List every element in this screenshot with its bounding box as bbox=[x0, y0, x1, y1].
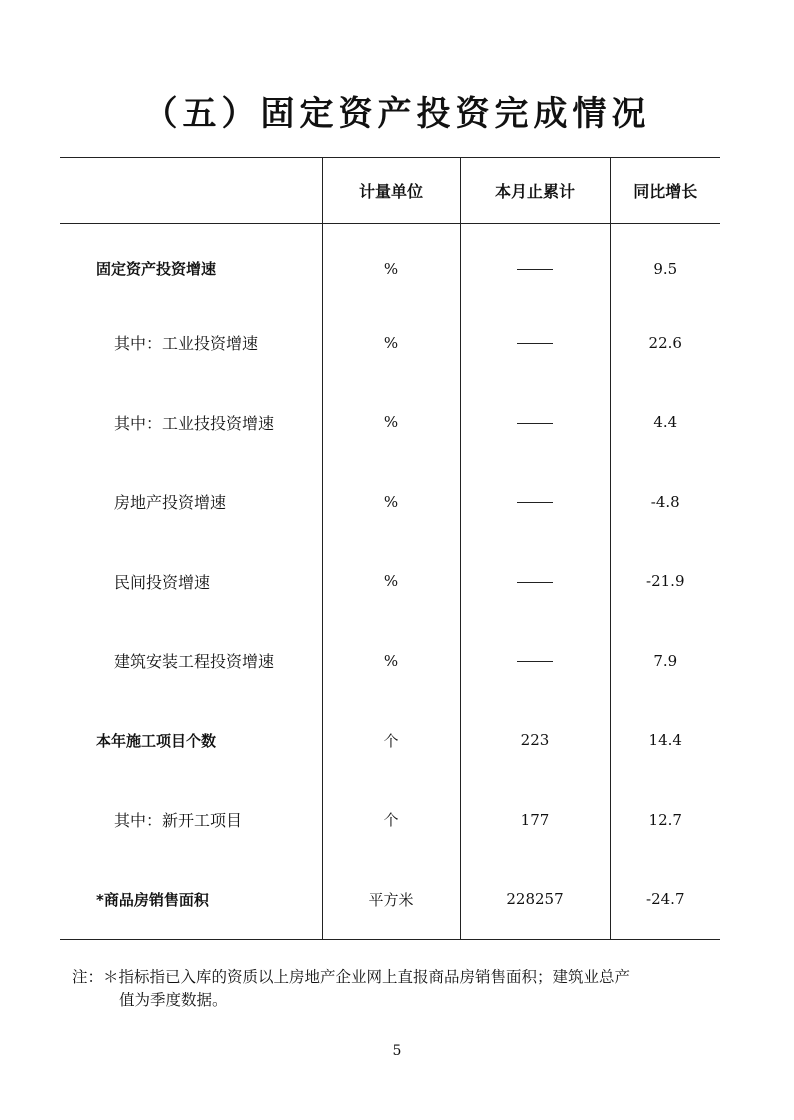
row-unit: 平方米 bbox=[322, 860, 460, 940]
row-label: 其中：新开工项目 bbox=[114, 811, 243, 831]
row-growth: 7.9 bbox=[610, 621, 720, 701]
table-header-row bbox=[60, 158, 720, 224]
row-label: 其中：工业投资增速 bbox=[114, 334, 259, 354]
row-cumulative bbox=[460, 383, 610, 463]
row-label: 建筑安装工程投资增速 bbox=[114, 652, 275, 672]
dash-mark bbox=[517, 269, 553, 270]
fixed-asset-investment-table bbox=[60, 157, 720, 940]
table-row bbox=[60, 701, 720, 781]
row-growth: 22.6 bbox=[610, 303, 720, 383]
header-growth: 同比增长 bbox=[610, 158, 720, 224]
header-indicator bbox=[60, 158, 322, 224]
row-label: 民间投资增速 bbox=[114, 572, 211, 592]
row-cumulative bbox=[460, 224, 610, 304]
row-label: 房地产投资增速 bbox=[114, 493, 227, 513]
row-unit: 个 bbox=[322, 701, 460, 781]
page-title: （五）固定资产投资完成情况 bbox=[143, 94, 651, 134]
table-row bbox=[60, 860, 720, 940]
row-cumulative: 228257 bbox=[460, 860, 610, 940]
row-label: *商品房销售面积 bbox=[60, 860, 322, 940]
row-unit: % bbox=[322, 542, 460, 622]
header-cumulative: 本月止累计 bbox=[460, 158, 610, 224]
row-growth: -4.8 bbox=[610, 462, 720, 542]
footnote-line-2: 值为季度数据。 bbox=[119, 991, 228, 1009]
row-cumulative bbox=[460, 621, 610, 701]
row-unit: 个 bbox=[322, 780, 460, 860]
row-growth: 12.7 bbox=[610, 780, 720, 860]
row-unit: % bbox=[322, 621, 460, 701]
table-row bbox=[60, 383, 720, 463]
row-cumulative bbox=[460, 303, 610, 383]
row-growth: 9.5 bbox=[610, 224, 720, 304]
table-row bbox=[60, 303, 720, 383]
row-growth: -21.9 bbox=[610, 542, 720, 622]
table-row bbox=[60, 621, 720, 701]
row-label: 本年施工项目个数 bbox=[96, 731, 217, 750]
page-number: 5 bbox=[392, 1043, 402, 1059]
row-cumulative: 223 bbox=[460, 701, 610, 781]
row-unit: % bbox=[322, 462, 460, 542]
header-unit: 计量单位 bbox=[322, 158, 460, 224]
row-growth: -24.7 bbox=[610, 860, 720, 940]
row-label: 固定资产投资增速 bbox=[96, 260, 217, 278]
table-row bbox=[60, 224, 720, 304]
dash-mark bbox=[517, 582, 553, 583]
row-cumulative bbox=[460, 462, 610, 542]
dash-mark bbox=[517, 343, 553, 344]
row-unit: % bbox=[322, 224, 460, 304]
row-cumulative bbox=[460, 542, 610, 622]
row-label: 其中：工业技投资增速 bbox=[114, 413, 275, 433]
row-cumulative: 177 bbox=[460, 780, 610, 860]
dash-mark bbox=[517, 502, 553, 503]
footnote bbox=[72, 966, 737, 1012]
table-row bbox=[60, 542, 720, 622]
table-row bbox=[60, 462, 720, 542]
row-unit: % bbox=[322, 383, 460, 463]
dash-mark bbox=[517, 423, 553, 424]
row-growth: 4.4 bbox=[610, 383, 720, 463]
footnote-line-1: 注：＊指标指已入库的资质以上房地产企业网上直报商品房销售面积；建筑业总产 bbox=[72, 968, 631, 986]
row-growth: 14.4 bbox=[610, 701, 720, 781]
row-unit: % bbox=[322, 303, 460, 383]
dash-mark bbox=[517, 661, 553, 662]
table-row bbox=[60, 780, 720, 860]
